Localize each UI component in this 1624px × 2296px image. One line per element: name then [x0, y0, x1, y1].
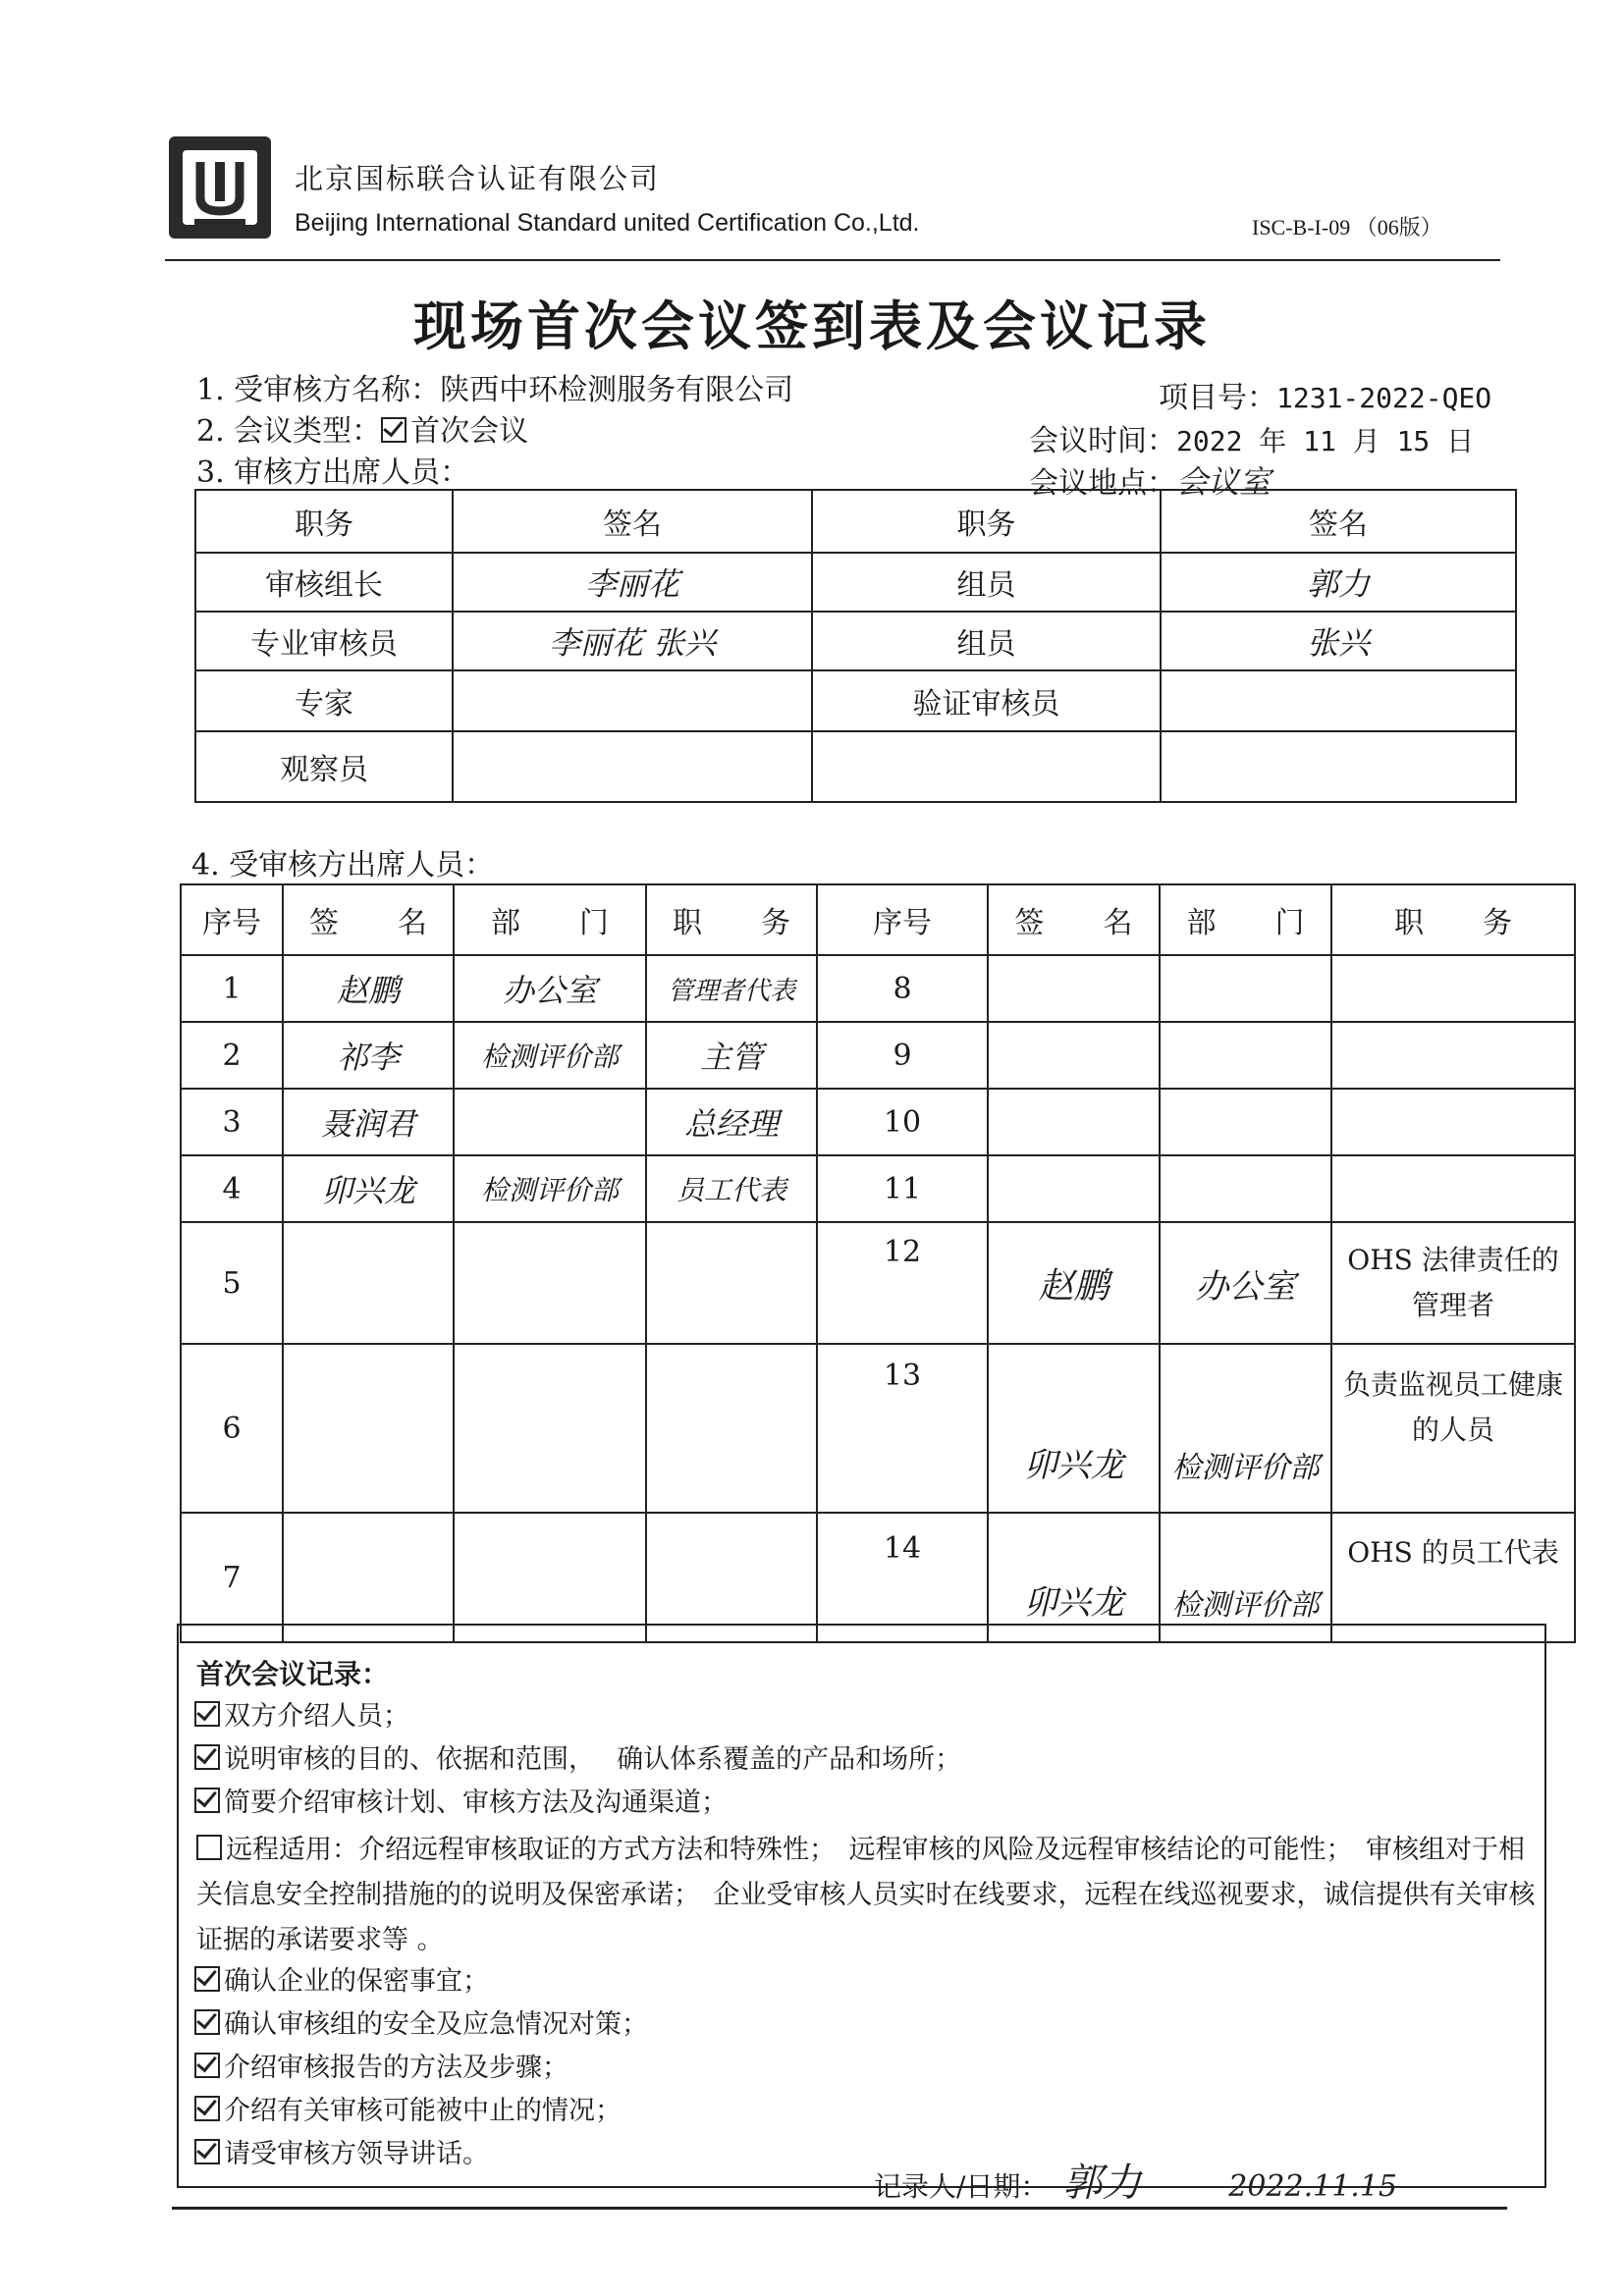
role-cell: 主管: [646, 1022, 817, 1089]
checkbox-icon: [194, 1744, 220, 1770]
meeting-time-label: 会议时间：: [1029, 424, 1176, 458]
no-cell: 4: [181, 1155, 283, 1222]
record-item-text: 请受审核方领导讲话。: [224, 2139, 489, 2169]
auditee-name-value: 陕西中环检测服务有限公司: [440, 373, 794, 407]
department-cell: [1160, 1155, 1331, 1222]
record-item: [194, 1737, 961, 1776]
department-cell: [454, 1344, 646, 1513]
checkbox-icon: [194, 2096, 220, 2121]
recorder-signature: 郭力: [1062, 2161, 1142, 2206]
no-cell: 5: [181, 1222, 283, 1344]
no-cell: 2: [181, 1022, 283, 1089]
signature-cell: [988, 1089, 1160, 1155]
col-header-no: 序号: [181, 884, 283, 955]
signature-cell: [283, 1222, 454, 1344]
signature-cell: 卯兴龙: [988, 1344, 1160, 1513]
role-cell: [812, 731, 1161, 802]
table-row: [195, 612, 1516, 670]
signature-cell: [453, 670, 812, 731]
role-cell: 总经理: [646, 1089, 817, 1155]
recorder-line: [874, 2152, 1397, 2208]
form-code: ISC-B-I-09 （06版）: [1252, 215, 1442, 240]
record-item-text: 说明审核的目的、依据和范围， 确认体系覆盖的产品和场所；: [224, 1744, 962, 1775]
record-item-text: 确认审核组的安全及应急情况对策；: [224, 2009, 648, 2040]
company-name-cn: 北京国标联合认证有限公司: [295, 162, 661, 195]
table-row: [181, 955, 1575, 1022]
project-number-value: 1231-2022-QEO: [1276, 382, 1492, 414]
department-cell: 检测评价部: [454, 1022, 646, 1089]
signature-cell: 赵鹏: [283, 955, 454, 1022]
checkbox-icon: [194, 2009, 220, 2035]
signature-cell: [988, 1022, 1160, 1089]
recorder-date: 2022.11.15: [1228, 2169, 1398, 2204]
col-header-role: 职 务: [646, 884, 817, 955]
department-cell: [454, 1089, 646, 1155]
checkbox-icon: [194, 1701, 220, 1727]
role-cell: 观察员: [195, 731, 453, 802]
col-header-role: 职务: [195, 490, 453, 553]
department-cell: 办公室: [1160, 1222, 1331, 1344]
signature-cell: 卯兴龙: [988, 1513, 1160, 1642]
meeting-place-label: 会议地点：: [1029, 466, 1176, 501]
table-row: [195, 670, 1516, 731]
role-cell: 组员: [812, 553, 1161, 612]
recorder-label: 记录人/日期：: [874, 2170, 1049, 2203]
no-cell: 6: [181, 1344, 283, 1513]
signature-cell: 聂润君: [283, 1089, 454, 1155]
record-item-text: 简要介绍审核计划、审核方法及沟通渠道；: [224, 1788, 728, 1818]
role-cell: 管理者代表: [646, 955, 817, 1022]
role-cell: [646, 1344, 817, 1513]
auditee-name-label: 1. 受审核方名称：: [196, 373, 441, 407]
auditee-attendance-table: [180, 883, 1576, 1643]
department-cell: [1160, 955, 1331, 1022]
record-item: [194, 1781, 728, 1819]
record-item: [194, 2089, 622, 2127]
department-cell: [1160, 1089, 1331, 1155]
col-header-role: 职 务: [1331, 884, 1575, 955]
record-item: [194, 2132, 489, 2170]
record-item-text: 确认企业的保密事宜；: [224, 1966, 489, 1997]
signature-cell: 郭力: [1161, 553, 1516, 612]
meeting-time-line: [1029, 416, 1474, 459]
department-cell: 检测评价部: [454, 1155, 646, 1222]
department-cell: 办公室: [454, 955, 646, 1022]
meeting-type-label: 2. 会议类型：: [196, 414, 382, 449]
no-cell: 1: [181, 955, 283, 1022]
role-cell: 负责监视员工健康的人员: [1331, 1344, 1575, 1513]
role-cell: [1331, 1155, 1575, 1222]
footer-divider: [172, 2207, 1507, 2210]
no-cell: 10: [817, 1089, 988, 1155]
signature-cell: [1161, 670, 1516, 731]
signature-cell: [453, 731, 812, 802]
role-cell: OHS 的员工代表: [1331, 1513, 1575, 1642]
signature-cell: [283, 1344, 454, 1513]
auditee-name-line: [196, 365, 793, 408]
record-item: [194, 1694, 409, 1733]
role-cell: 员工代表: [646, 1155, 817, 1222]
project-number-label: 项目号：: [1159, 381, 1276, 415]
role-cell: 验证审核员: [812, 670, 1161, 731]
signature-cell: [988, 955, 1160, 1022]
audit-attendees-label: 3. 审核方出席人员：: [196, 455, 470, 490]
signature-cell: 祁李: [283, 1022, 454, 1089]
table-row: [181, 1222, 1575, 1344]
no-cell: 9: [817, 1022, 988, 1089]
signature-cell: [988, 1155, 1160, 1222]
audit-team-table: [194, 489, 1517, 803]
role-cell: [1331, 1022, 1575, 1089]
record-item: [194, 2046, 568, 2084]
checkbox-icon: [194, 2139, 220, 2164]
no-cell: 8: [817, 955, 988, 1022]
table-row: [195, 553, 1516, 612]
company-name-en: Beijing International Standard united Certification Co.,Ltd.: [295, 209, 920, 237]
company-logo: [165, 133, 275, 242]
signature-cell: 卯兴龙: [283, 1155, 454, 1222]
no-cell: 3: [181, 1089, 283, 1155]
checkbox-icon: [194, 1966, 220, 1992]
col-header-department: 部 门: [454, 884, 646, 955]
col-header-role: 职务: [812, 490, 1161, 553]
role-cell: [646, 1222, 817, 1344]
col-header-signature: 签名: [1161, 490, 1516, 553]
signature-cell: 李丽花: [453, 553, 812, 612]
record-item-text: 介绍审核报告的方法及步骤；: [224, 2053, 568, 2083]
checkbox-icon: [194, 1788, 220, 1813]
role-cell: OHS 法律责任的管理者: [1331, 1222, 1575, 1344]
department-cell: [454, 1222, 646, 1344]
remote-audit-item: [196, 1828, 1542, 1963]
table-row: [181, 1089, 1575, 1155]
role-cell: 专家: [195, 670, 453, 731]
department-cell: 检测评价部: [1160, 1513, 1331, 1642]
role-cell: 组员: [812, 612, 1161, 670]
col-header-no: 序号: [817, 884, 988, 955]
signature-cell: 赵鹏: [988, 1222, 1160, 1344]
col-header-signature: 签 名: [988, 884, 1160, 955]
table-row: [181, 1155, 1575, 1222]
checkbox-icon: [194, 2053, 220, 2078]
department-cell: [1160, 1022, 1331, 1089]
record-item-text: 双方介绍人员；: [224, 1701, 409, 1732]
signature-cell: 张兴: [1161, 612, 1516, 670]
role-cell: 专业审核员: [195, 612, 453, 670]
meeting-type-value: 首次会议: [410, 414, 529, 449]
role-cell: [1331, 1089, 1575, 1155]
document-title: 现场首次会议签到表及会议记录: [413, 295, 1211, 357]
no-cell: 14: [817, 1513, 988, 1642]
no-cell: 13: [817, 1344, 988, 1513]
no-cell: 12: [817, 1222, 988, 1344]
signature-cell: 李丽花 张兴: [453, 612, 812, 670]
meeting-place-value: 会议室: [1176, 463, 1272, 501]
meeting-record-title: 首次会议记录：: [196, 1658, 390, 1690]
no-cell: 7: [181, 1513, 283, 1642]
col-header-signature: 签名: [453, 490, 812, 553]
role-cell: 审核组长: [195, 553, 453, 612]
role-cell: [1331, 955, 1575, 1022]
department-cell: 检测评价部: [1160, 1344, 1331, 1513]
auditee-attendees-label: 4. 受审核方出席人员：: [191, 848, 495, 882]
checkbox-icon: [196, 1835, 222, 1860]
no-cell: 11: [817, 1155, 988, 1222]
meeting-time-value: 2022 年 11 月 15 日: [1176, 425, 1475, 457]
record-item-text: 介绍有关审核可能被中止的情况；: [224, 2096, 622, 2126]
record-item: [194, 1959, 489, 1998]
header-divider: [165, 259, 1500, 261]
col-header-signature: 签 名: [283, 884, 454, 955]
remote-audit-text: 远程适用：介绍远程审核取证的方式方法和特殊性； 远程审核的风险及远程审核结论的可能性； 审核组对于相关信息安全控制措施的的说明及保密承诺； 企业受审核人员实时在线要求，远程在线巡视要求，诚信提供有关审核证据的承诺要求等 。: [196, 1835, 1536, 1955]
table-row: [195, 731, 1516, 802]
signature-cell: [1161, 731, 1516, 802]
col-header-department: 部 门: [1160, 884, 1331, 955]
checkbox-icon: [381, 417, 406, 443]
table-row: [181, 1344, 1575, 1513]
meeting-type-line: [196, 406, 528, 450]
record-item: [194, 2002, 648, 2041]
table-row: [181, 1022, 1575, 1089]
project-number-line: [1159, 373, 1491, 416]
